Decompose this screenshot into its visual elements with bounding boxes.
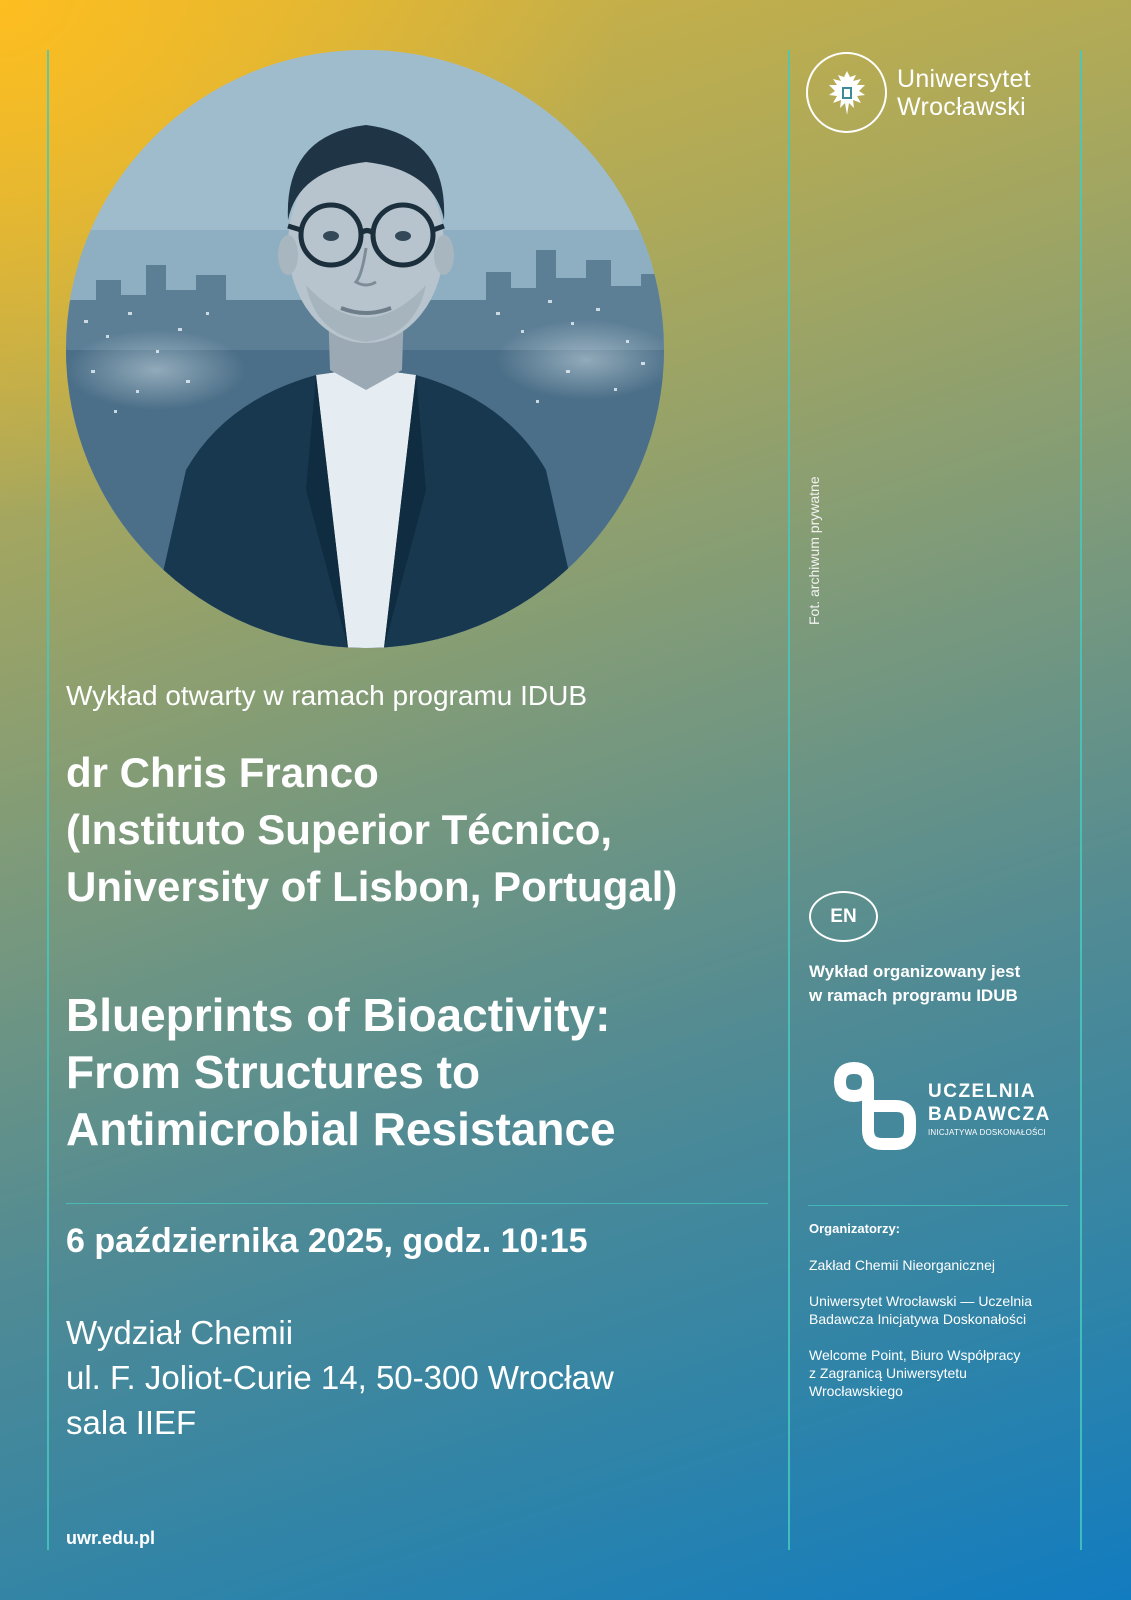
- venue-line: Wydział Chemii: [66, 1314, 294, 1351]
- organizer-item: [809, 1346, 1069, 1400]
- speaker-name: dr Chris Franco: [66, 749, 379, 796]
- ub-logo-line: BADAWCZA: [928, 1103, 1051, 1125]
- organizer-item: [809, 1292, 1069, 1328]
- organizers-title: Organizatorzy:: [809, 1221, 901, 1236]
- photo-credit: Fot. archiwum prywatne: [806, 476, 822, 625]
- idub-note: [809, 960, 1020, 1008]
- organizer-line: z Zagranicą Uniwersytetu: [809, 1365, 967, 1381]
- ub-mark-icon: [832, 1060, 918, 1152]
- lecture-title: [66, 987, 616, 1158]
- organizer-line: Zakład Chemii Nieorganicznej: [809, 1257, 995, 1273]
- organizer-line: Wrocławskiego: [809, 1383, 903, 1399]
- lecture-title-line: Blueprints of Bioactivity:: [66, 989, 611, 1041]
- university-name: [897, 65, 1031, 121]
- right-rule-line: [1080, 50, 1082, 1550]
- column-divider-line: [788, 50, 790, 1550]
- left-rule-line: [47, 50, 49, 1550]
- university-logo: [806, 52, 1031, 133]
- lecture-title-line: From Structures to: [66, 1046, 481, 1098]
- event-venue: [66, 1310, 614, 1445]
- speaker-affiliation-line: (Instituto Superior Técnico,: [66, 806, 613, 853]
- university-name-line: Wrocławski: [897, 92, 1026, 121]
- uczelnia-badawcza-logo: [832, 1060, 1051, 1152]
- ub-logo-text: [928, 1080, 1051, 1137]
- website-link[interactable]: uwr.edu.pl: [66, 1528, 156, 1548]
- organizer-line: Uniwersytet Wrocławski — Uczelnia: [809, 1293, 1033, 1309]
- event-date: 6 października 2025, godz. 10:15: [66, 1222, 588, 1260]
- organizer-item: [809, 1256, 1069, 1274]
- venue-line: ul. F. Joliot-Curie 14, 50-300 Wrocław: [66, 1359, 614, 1396]
- speaker-photo: [66, 50, 664, 648]
- university-name-line: Uniwersytet: [897, 64, 1031, 93]
- event-subtitle: Wykład otwarty w ramach programu IDUB: [66, 680, 588, 711]
- main-divider: [66, 1203, 768, 1204]
- organizers-list: [809, 1256, 1069, 1418]
- lecture-title-line: Antimicrobial Resistance: [66, 1103, 616, 1155]
- speaker-block: [66, 744, 677, 915]
- organizer-line: Badawcza Inicjatywa Doskonałości: [809, 1311, 1027, 1327]
- sidebar-divider: [808, 1205, 1068, 1206]
- venue-line: sala IIEF: [66, 1404, 197, 1441]
- idub-note-line: Wykład organizowany jest: [809, 962, 1021, 981]
- eagle-seal-icon: [806, 52, 887, 133]
- organizer-line: Welcome Point, Biuro Współpracy: [809, 1347, 1021, 1363]
- ub-logo-line: UCZELNIA: [928, 1080, 1037, 1102]
- idub-note-line: w ramach programu IDUB: [809, 986, 1018, 1005]
- language-badge: EN: [809, 891, 878, 942]
- ub-logo-subline: INICJATYWA DOSKONAŁOŚCI: [928, 1127, 1046, 1137]
- speaker-affiliation-line: University of Lisbon, Portugal): [66, 863, 678, 910]
